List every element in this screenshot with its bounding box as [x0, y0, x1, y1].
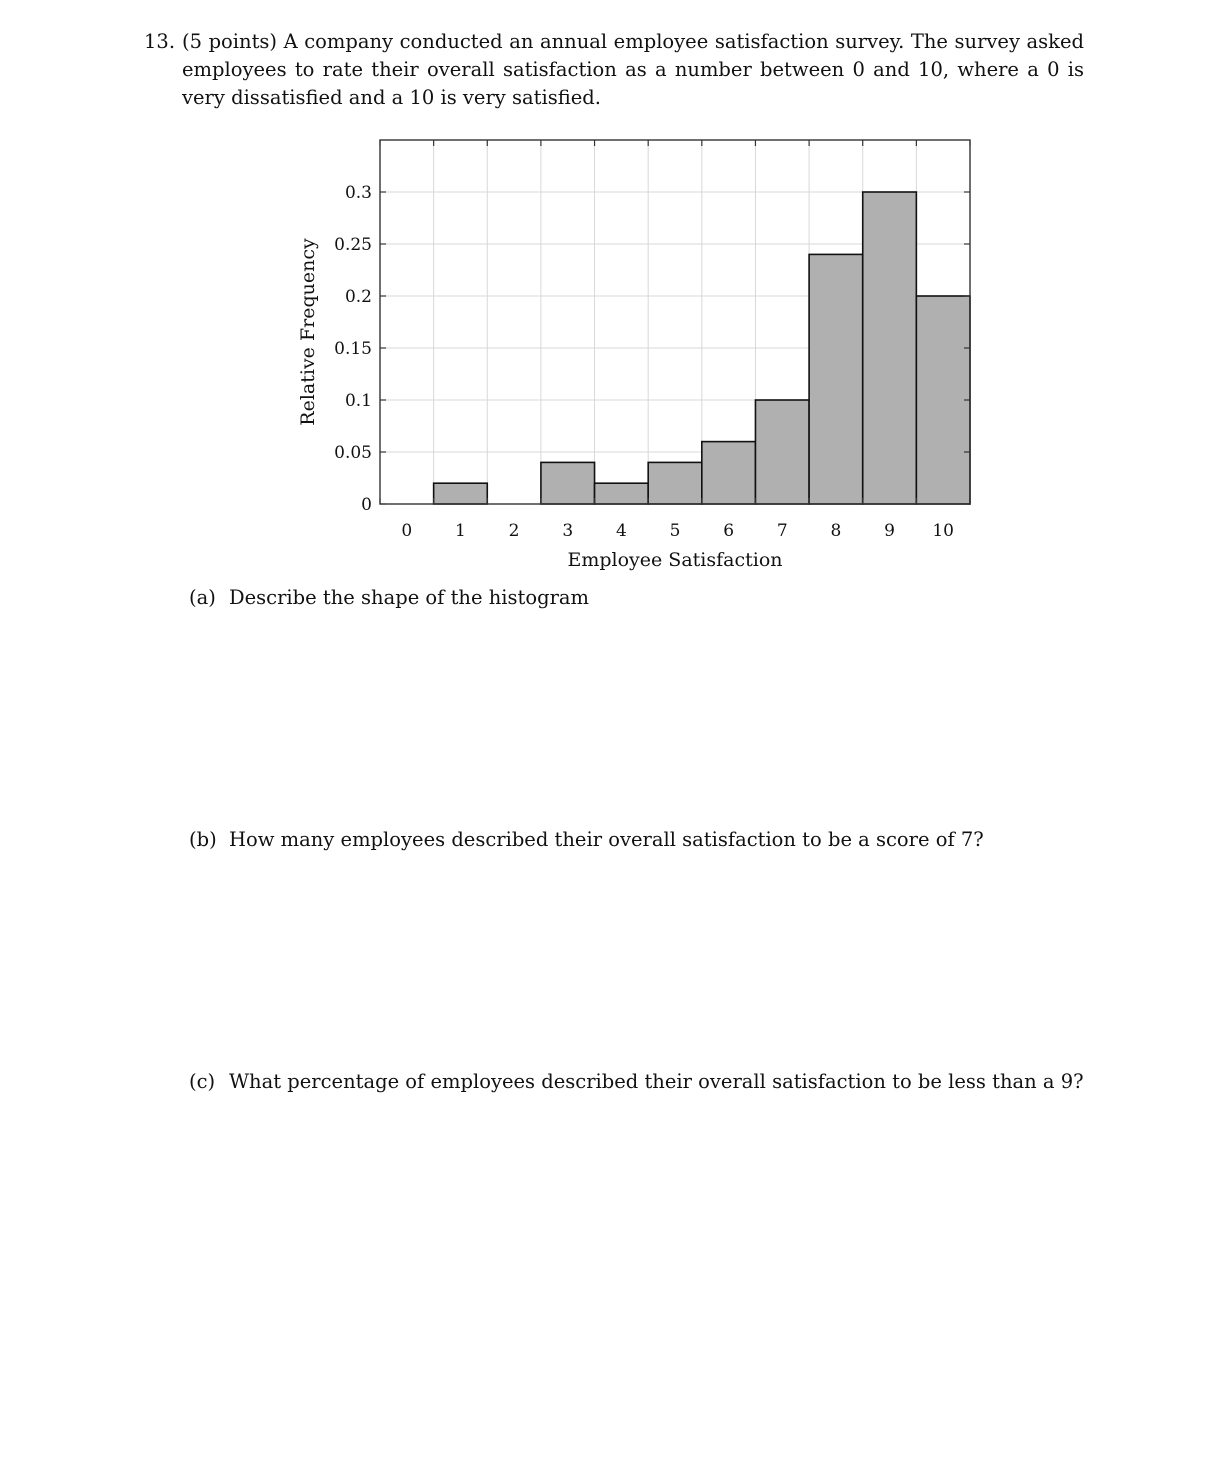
- problem-statement: [144, 28, 1084, 112]
- part-c-text: What percentage of employees described their overall satisfaction to be less than a 9?: [229, 1070, 1084, 1093]
- histogram-bar-4: [595, 483, 649, 504]
- part-a: [189, 585, 589, 611]
- x-tick-label: 6: [723, 521, 735, 541]
- part-a-letter: (a): [189, 586, 216, 609]
- x-tick-label: 1: [455, 521, 466, 541]
- y-tick-label: 0.25: [334, 235, 372, 255]
- histogram-bar-3: [541, 462, 595, 504]
- y-tick-label: 0.2: [344, 287, 372, 307]
- x-tick-label: 10: [932, 521, 955, 541]
- histogram-svg: [280, 128, 1000, 578]
- histogram-bar-7: [755, 400, 809, 504]
- histogram-bar-9: [863, 192, 917, 504]
- part-a-text: Describe the shape of the histogram: [229, 586, 590, 609]
- histogram-bar-1: [434, 483, 488, 504]
- x-tick-label: 8: [830, 521, 842, 541]
- y-tick-label: 0: [361, 495, 372, 515]
- part-c-letter: (c): [189, 1070, 216, 1093]
- histogram-bar-6: [702, 442, 756, 504]
- y-tick-label: 0.05: [334, 443, 372, 463]
- part-b-text: How many employees described their overall satisfaction to be a score of 7?: [229, 828, 984, 851]
- histogram-chart: [280, 128, 1000, 578]
- histogram-bar-5: [648, 462, 702, 504]
- y-tick-label: 0.15: [334, 339, 372, 359]
- part-b-letter: (b): [189, 828, 217, 851]
- problem-number: 13.: [144, 30, 176, 53]
- histogram-bar-10: [916, 296, 970, 504]
- x-tick-label: 3: [562, 521, 574, 541]
- part-b: [189, 827, 984, 853]
- x-tick-label: 0: [401, 521, 413, 541]
- x-tick-label: 4: [615, 521, 627, 541]
- histogram-bar-8: [809, 254, 863, 504]
- y-tick-label: 0.3: [344, 183, 372, 203]
- x-tick-label: 9: [884, 521, 895, 541]
- x-tick-label: 7: [776, 521, 788, 541]
- y-tick-label: 0.1: [344, 391, 372, 411]
- part-c: [189, 1069, 1084, 1095]
- y-axis-title: Relative Frequency: [297, 238, 319, 426]
- x-tick-label: 2: [508, 521, 520, 541]
- problem-text: (5 points) A company conducted an annual employee satisfaction survey. The survey asked employees to rate their overall satisfaction as a number between 0 and 10, where a 0 is very dissatisfied and a 10 is very satisfied.: [182, 30, 1084, 109]
- x-axis-title: Employee Satisfaction: [567, 549, 783, 571]
- x-tick-label: 5: [669, 521, 681, 541]
